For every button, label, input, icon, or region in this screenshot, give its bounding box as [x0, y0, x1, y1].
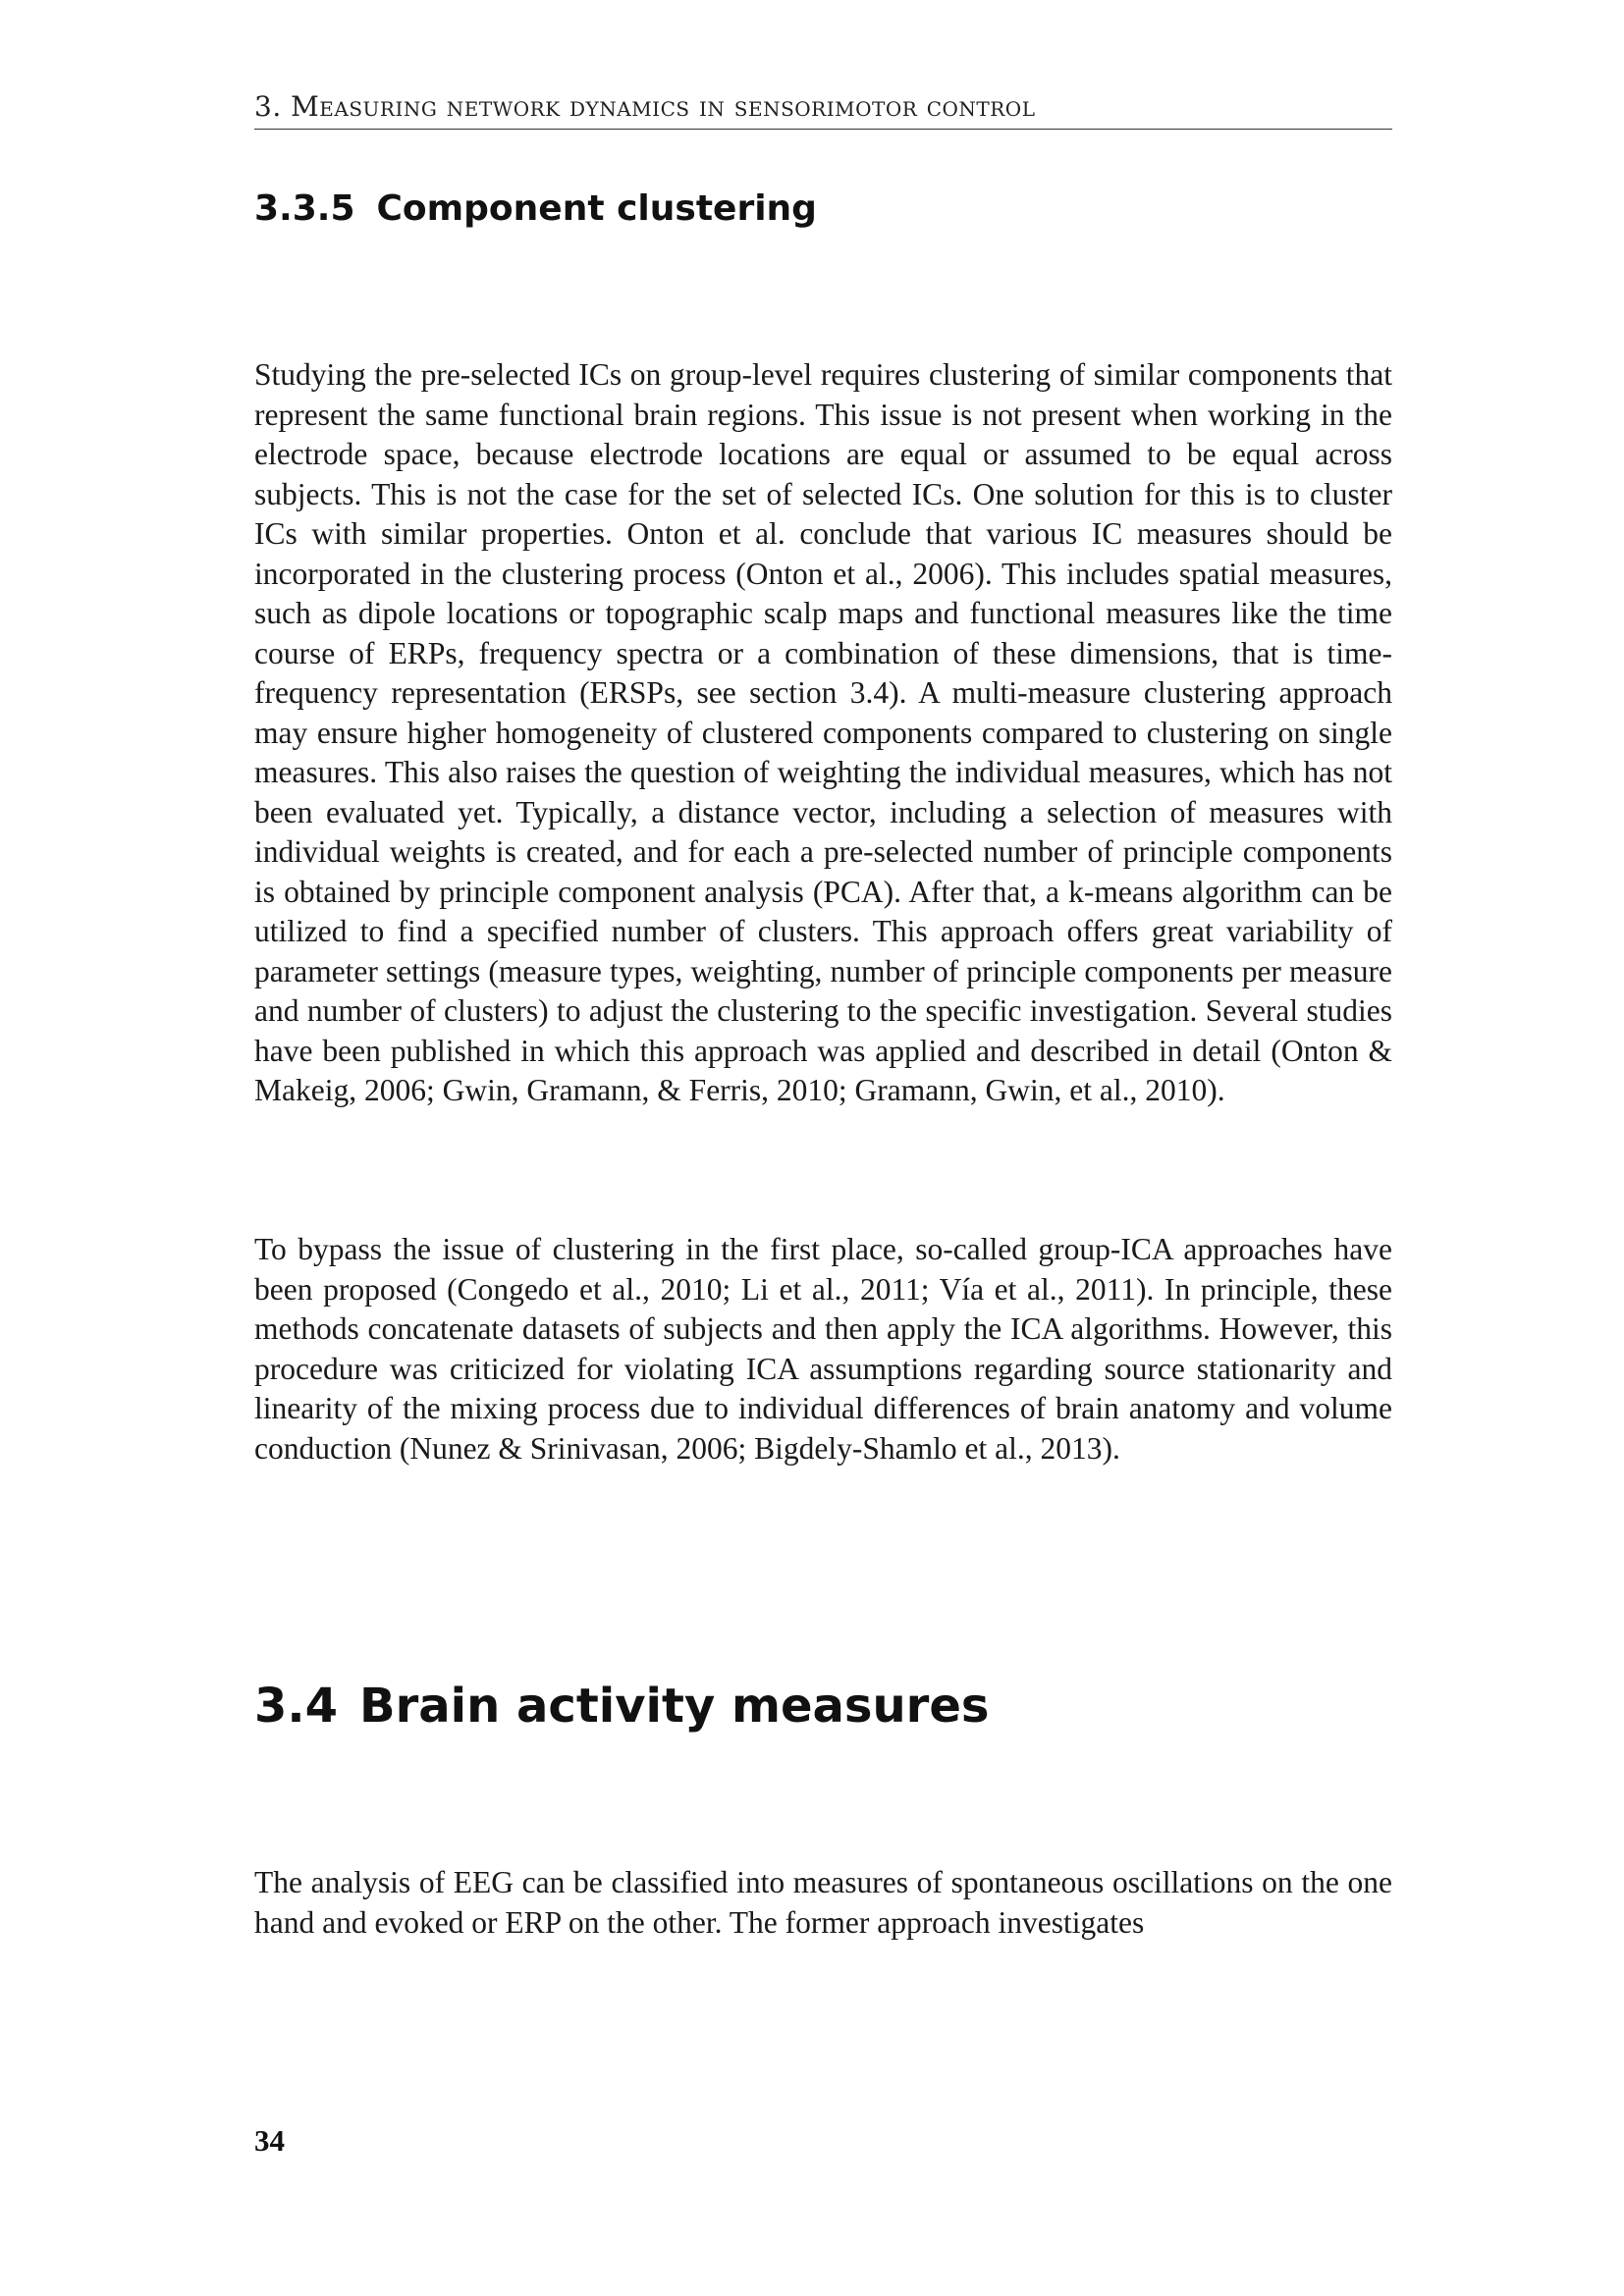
section-title: Brain activity measures — [359, 1679, 990, 1734]
document-page — [254, 0, 1392, 2296]
section-number: 3.4 — [254, 1679, 339, 1734]
subsection-heading — [254, 188, 817, 229]
paragraph-brain-activity-intro: The analysis of EEG can be classified into measures of spontaneous oscillations on the one hand and evoked or ERP on the other. The former approach investigates — [254, 1865, 1392, 1940]
running-header: 3. Measuring network dynamics in sensorimotor control — [254, 90, 1392, 130]
page-number: 34 — [254, 2123, 285, 2158]
paragraph-clustering: Studying the pre-selected ICs on group-level requires clustering of similar components that represent the same functional brain regions. This issue is not present when working in the electrode space, because electrode locations are equal or assumed to be equal across subjects. This is not the case for the set of selected ICs. One solution for this is to cluster ICs with similar properties. Onton et al. conclude that various IC measures should be incorporated in the clustering process (Onton et al., 2006). This includes spatial measures, such as dipole locations or topographic scalp maps and functional measures like the time course of ERPs, frequency spectra or a combination of these dimensions, that is time-frequency representation (ERSPs, see section 3.4). A multi-measure clustering approach may ensure higher homogeneity of clustered components compared to clustering on single measures. This also raises the question of weighting the individual measures, which has not been evaluated yet. Typically, a distance vector, including a selection of measures with individual weights is created, and for each a pre-selected number of principle components is obtained by principle component analysis (PCA). After that, a k-means algorithm can be utilized to find a specified number of clusters. This approach offers great variability of parameter settings (measure types, weighting, number of principle components per measure and number of clusters) to adjust the clustering to the specific investigation. Several studies have been published in which this approach was applied and described in detail (Onton & Makeig, 2006; Gwin, Gramann, & Ferris, 2010; Gramann, Gwin, et al., 2010). — [254, 357, 1392, 1107]
subsection-number: 3.3.5 — [254, 188, 355, 229]
paragraph-group-ica: To bypass the issue of clustering in the first place, so-called group-ICA approaches have been proposed (Congedo et al., 2010; Li et al., 2011; Vía et al., 2011). In principle, these methods concatenate datasets of subjects and then apply the ICA algorithms. However, this procedure was criticized for violating ICA assumptions regarding source stationarity and linearity of the mixing process due to individual differences of brain anatomy and volume conduction (Nunez & Srinivasan, 2006; Bigdely-Shamlo et al., 2013). — [254, 1232, 1392, 1466]
subsection-title: Component clustering — [376, 188, 817, 229]
section-heading — [254, 1679, 989, 1734]
